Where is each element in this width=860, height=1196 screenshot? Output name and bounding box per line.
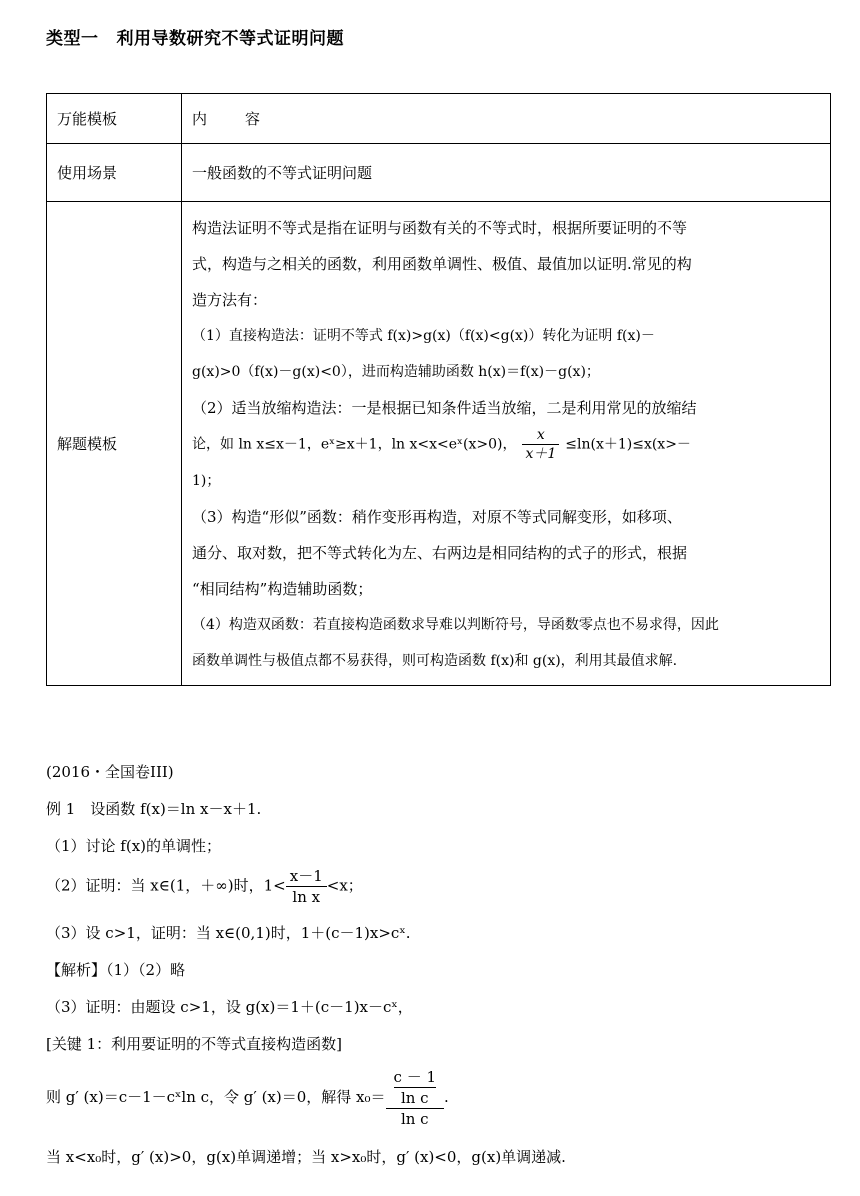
question-2-text: <x；	[326, 876, 363, 895]
inner-denominator: ln c	[400, 1089, 429, 1107]
question-3: （3）设 c>1，证明：当 x∈(0,1)时，1＋(c－1)x>cˣ.	[46, 924, 411, 942]
content-line: 通分、取对数，把不等式转化为左、右两边是相同结构的式子的形式，根据	[192, 544, 688, 562]
proof-line: （3）证明：由题设 c>1，设 g(x)＝1＋(c－1)x－cˣ，	[46, 998, 413, 1016]
table-key: 万能模板	[47, 94, 182, 144]
monotonicity-line: 当 x<x₀时，g′ (x)>0，g(x)单调递增；当 x>x₀时，g′ (x)<0，g(x)单调递减.	[46, 1148, 566, 1166]
content-line: （3）构造“形似”函数：稍作变形再构造，对原不等式同解变形，如移项、	[192, 508, 682, 526]
nested-fraction	[386, 1067, 444, 1129]
fraction-numerator	[386, 1067, 444, 1109]
content-line: 式，构造与之相关的函数，利用函数单调性、极值、最值加以证明.常见的构	[192, 255, 692, 273]
example-source: (2016・全国卷III)	[46, 763, 174, 781]
inner-numerator: c － 1	[393, 1068, 437, 1086]
content-line: 造方法有：	[192, 291, 268, 309]
table-value: 一般函数的不等式证明问题	[182, 144, 831, 202]
content-text: ≤ln(x＋1)≤x(x>－	[565, 436, 691, 453]
content-line: 函数单调性与极值点都不易获得，则可构造函数 f(x)和 g(x)，利用其最值求解.	[192, 653, 678, 669]
section-topic: 利用导数研究不等式证明问题	[116, 29, 344, 49]
fraction-denominator: ln x	[292, 888, 321, 906]
table-value	[182, 94, 831, 144]
content-line: 1)；	[192, 473, 221, 489]
template-table	[46, 93, 831, 686]
derivative-line	[46, 1067, 449, 1129]
content-line: （1）直接构造法：证明不等式 f(x)>g(x)（f(x)<g(x)）转化为证明 f(x)－	[192, 328, 655, 344]
content-line: “相同结构”构造辅助函数；	[192, 580, 373, 598]
key-note: [关键 1：利用要证明的不等式直接构造函数]	[46, 1035, 343, 1053]
fraction-denominator: ln c	[400, 1110, 429, 1128]
fraction	[522, 426, 559, 463]
content-line	[192, 426, 820, 463]
content-line: 构造法证明不等式是指在证明与函数有关的不等式时，根据所要证明的不等	[192, 219, 688, 237]
fraction-denominator: x＋1	[525, 446, 557, 462]
example-problem: 例 1 设函数 f(x)＝ln x－x＋1.	[46, 800, 262, 818]
section-type: 类型一	[46, 29, 99, 49]
content-line: （4）构造双函数：若直接构造函数求导难以判断符号，导函数零点也不易求得，因此	[192, 617, 719, 633]
question-2	[46, 866, 363, 907]
fraction	[286, 866, 327, 907]
question-1: （1）讨论 f(x)的单调性；	[46, 837, 222, 855]
table-row	[47, 144, 831, 202]
content-header: 内容	[192, 110, 299, 128]
derivative-text: 则 g′ (x)＝c－1－cˣln c，令 g′ (x)＝0，解得 x₀＝	[46, 1088, 386, 1106]
content-line: g(x)>0（f(x)－g(x)<0），进而构造辅助函数 h(x)＝f(x)－g(x)；	[192, 364, 600, 380]
derivative-text: .	[444, 1088, 449, 1106]
table-key: 使用场景	[47, 144, 182, 202]
table-row	[47, 202, 831, 686]
content-text: 论，如 ln x≤x－1，eˣ≥x＋1，ln x<x<eˣ(x>0)，	[192, 436, 517, 453]
question-2-text: （2）证明：当 x∈(1，＋∞)时，1<	[46, 876, 286, 895]
analysis-heading: 【解析】（1）（2）略	[46, 961, 186, 979]
fraction-numerator: x	[522, 426, 559, 445]
section-title	[46, 24, 362, 49]
fraction-numerator: x－1	[286, 866, 327, 887]
content-line: （2）适当放缩构造法：一是根据已知条件适当放缩，二是利用常见的放缩结	[192, 399, 697, 417]
table-key: 解题模板	[47, 202, 182, 686]
table-row	[47, 94, 831, 144]
template-content	[182, 202, 831, 686]
